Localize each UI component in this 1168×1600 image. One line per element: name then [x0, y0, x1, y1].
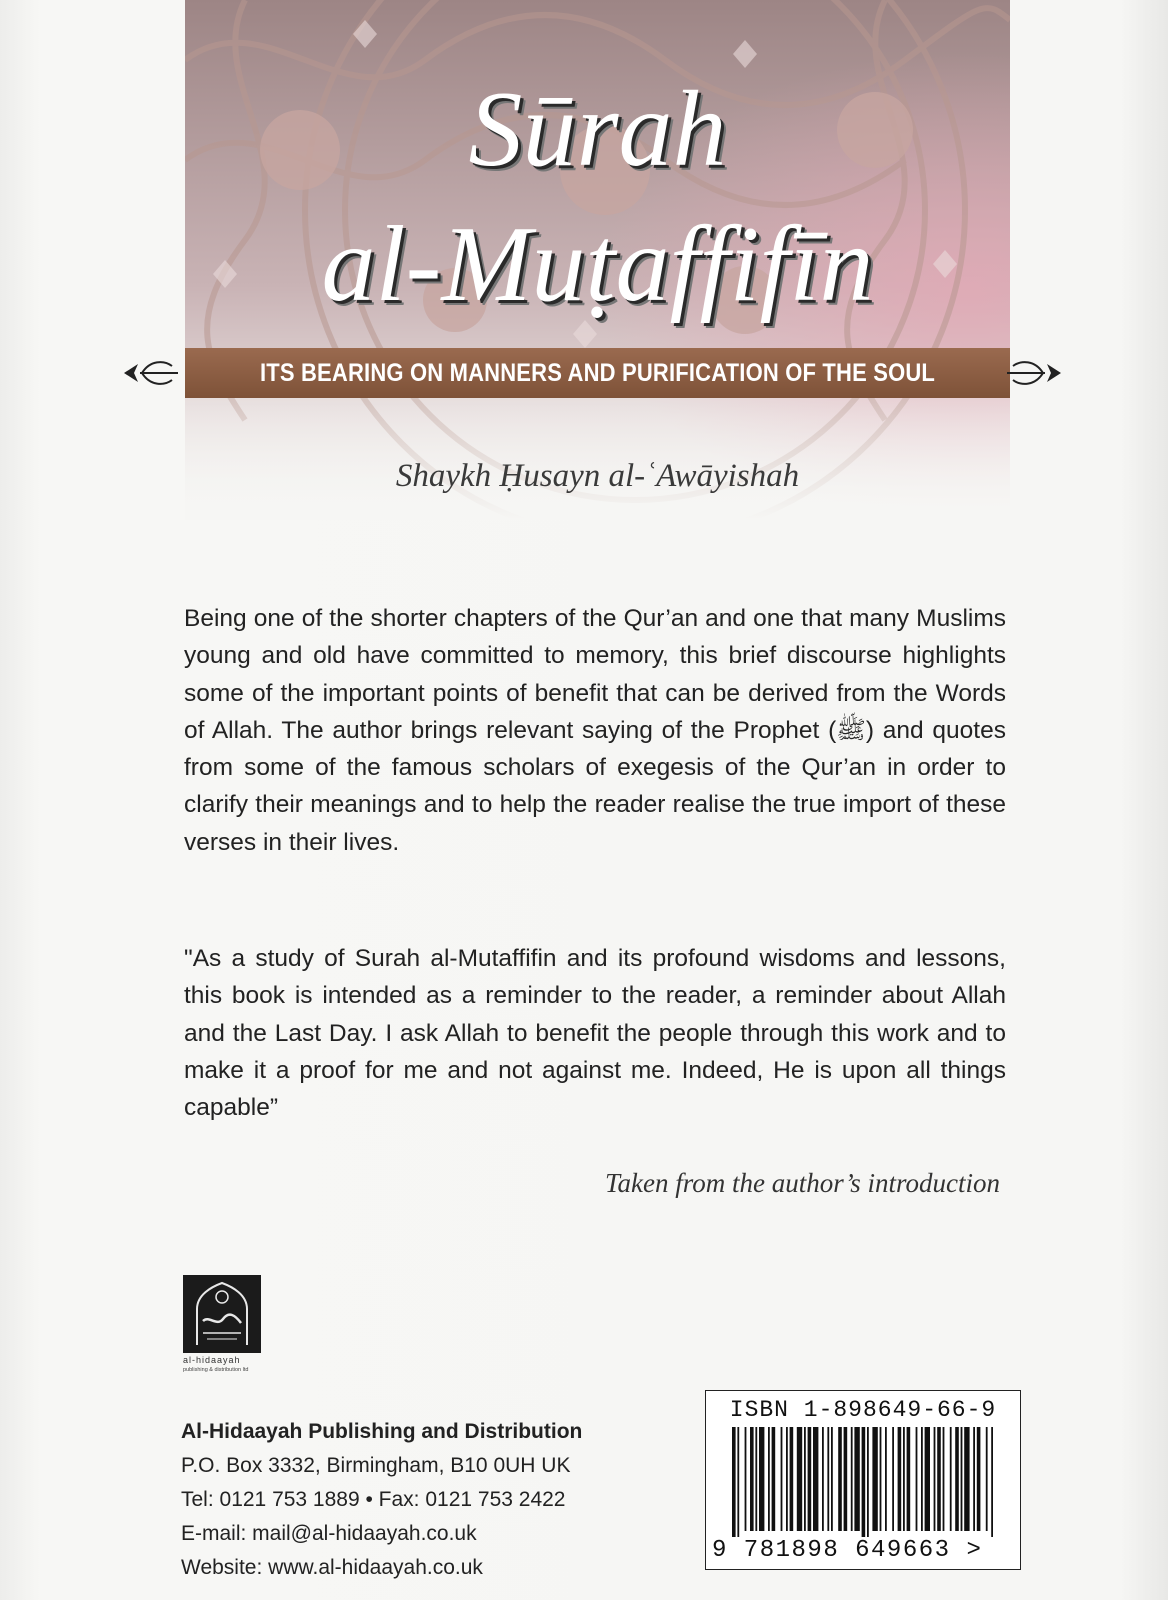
barcode-bar — [903, 1427, 905, 1531]
barcode-bar — [851, 1427, 853, 1531]
title-line-1: Sūrah — [468, 70, 727, 189]
barcode-bar — [961, 1427, 963, 1531]
quote-attribution: Taken from the author’s introduction — [604, 1168, 1000, 1198]
barcode-bar — [822, 1427, 824, 1531]
mosque-arch-icon — [183, 1275, 261, 1353]
flourish-left-icon — [120, 358, 180, 388]
barcode-bar — [781, 1427, 783, 1531]
barcode-bar — [907, 1427, 911, 1531]
barcode — [705, 1390, 1021, 1570]
barcode-bar — [813, 1427, 818, 1531]
subtitle-banner — [185, 348, 1010, 398]
barcode-bar — [804, 1427, 806, 1531]
barcode-bar — [934, 1427, 936, 1531]
barcode-bar — [937, 1427, 941, 1531]
barcode-bar — [827, 1427, 829, 1531]
barcode-bar — [831, 1427, 833, 1531]
title-line-2: al-Muṭaffifīn — [321, 205, 874, 324]
barcode-bar — [991, 1427, 993, 1537]
barcode-bar — [737, 1427, 739, 1537]
barcode-bar — [898, 1427, 902, 1531]
barcode-bar — [892, 1427, 894, 1531]
barcode-bar — [880, 1427, 882, 1531]
barcode-bar — [964, 1427, 969, 1531]
barcode-bar — [921, 1427, 923, 1531]
publisher-address: P.O. Box 3332, Birmingham, B10 0UH UK — [181, 1454, 571, 1477]
barcode-bar — [745, 1427, 747, 1531]
logo-caption: al-hidaayah — [183, 1355, 241, 1365]
barcode-bar — [755, 1427, 757, 1531]
barcode-bar — [973, 1427, 975, 1531]
barcode-bar — [790, 1427, 794, 1531]
flourish-right-icon — [1005, 358, 1065, 388]
barcode-bar — [885, 1427, 887, 1531]
barcode-bar — [844, 1427, 848, 1531]
subtitle-text: ITS BEARING ON MANNERS AND PURIFICATION OF THE SOUL — [259, 359, 936, 387]
cover-art — [185, 0, 1010, 520]
isbn-digits: 9 781898 649663 > — [712, 1537, 983, 1564]
barcode-bar — [925, 1427, 930, 1531]
barcode-bar — [916, 1427, 918, 1531]
barcode-bar — [950, 1427, 952, 1531]
barcode-bar — [808, 1427, 812, 1531]
barcode-bar — [759, 1427, 764, 1531]
barcode-bar — [986, 1427, 988, 1531]
barcode-bar — [867, 1427, 869, 1537]
barcode-bar — [772, 1427, 776, 1531]
barcode-bars — [732, 1427, 994, 1537]
barcode-bar — [797, 1427, 802, 1531]
author-quote: "As a study of Surah al-Mutaffifin and its profound wisdoms and lessons, this book is intended as a reminder to the reader, a reminder about Allah and the Last Day. I ask Allah to benefit the people through this work and to make it a proof for me and not against me. Indeed, He is upon all things capable” — [184, 945, 1006, 1122]
publisher-phone: Tel: 0121 753 1889 • Fax: 0121 753 2422 — [181, 1488, 566, 1511]
barcode-bar — [854, 1427, 859, 1531]
publisher-name: Al-Hidaayah Publishing and Distribution — [181, 1420, 583, 1443]
barcode-bar — [943, 1427, 945, 1531]
publisher-info — [181, 1415, 651, 1585]
logo-subcaption: publishing & distribution ltd — [183, 1367, 249, 1373]
barcode-bar — [732, 1427, 736, 1537]
publisher-logo — [183, 1275, 261, 1353]
publisher-website: Website: www.al-hidaayah.co.uk — [181, 1556, 483, 1579]
isbn-label: ISBN 1-898649-66-9 — [729, 1397, 997, 1423]
author-name: Shaykh Ḥusayn al-ʿAwāyishah — [395, 458, 800, 494]
barcode-bar — [955, 1427, 959, 1531]
barcode-bar — [750, 1427, 754, 1531]
book-description: Being one of the shorter chapters of the Qur’an and one that many Muslims young and old have committed to memory, this brief discourse highlights some of the important points of benefit that can be derived from the Words of Allah. The author brings relevant saying of the Prophet (ﷺ) and quotes from some of the famous scholars of exegesis of the Qur’an in order to clarify their meanings and to help the reader realise the true import of these verses in their lives. — [184, 605, 1006, 856]
barcode-bar — [786, 1427, 788, 1531]
barcode-bar — [862, 1427, 866, 1537]
publisher-email: E-mail: mail@al-hidaayah.co.uk — [181, 1522, 477, 1545]
barcode-bar — [768, 1427, 770, 1531]
barcode-bar — [872, 1427, 877, 1531]
barcode-bar — [977, 1427, 981, 1531]
barcode-bar — [838, 1427, 842, 1531]
